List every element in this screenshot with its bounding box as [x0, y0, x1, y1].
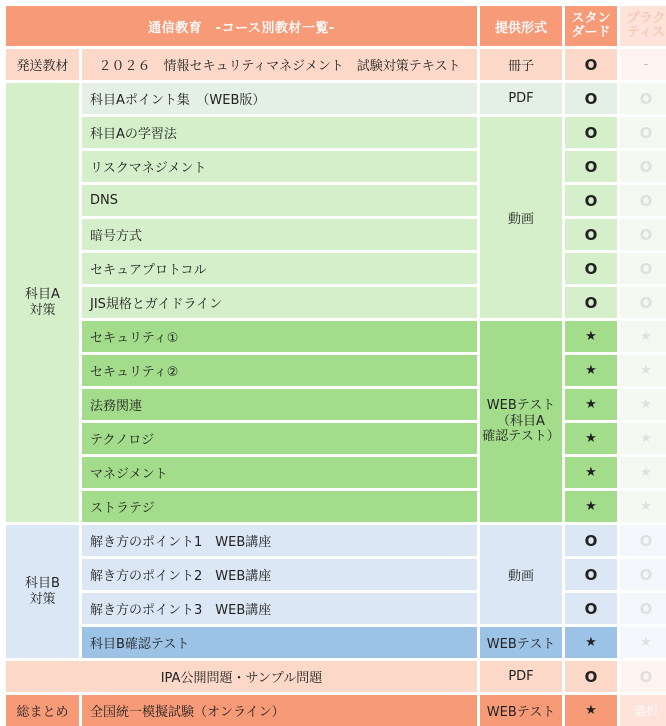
webtest-format-line2: （科目A — [497, 413, 545, 429]
row-crypto-name: 暗号方式 — [82, 219, 477, 250]
standard-header-line1: スタン — [571, 11, 611, 27]
circle-mark-faded: O — [620, 253, 666, 284]
format-header: 提供形式 — [480, 6, 562, 46]
row-sec1-name: セキュリティ① — [82, 321, 477, 352]
practice-header-line2: ティス — [627, 25, 665, 40]
group-subject-b — [6, 525, 79, 658]
star-mark: ★ — [565, 389, 617, 420]
star-mark-faded: ★ — [620, 321, 666, 352]
circle-mark: O — [565, 49, 617, 80]
circle-mark-faded: O — [620, 151, 666, 182]
row-b-test-name: 科目B確認テスト — [82, 627, 477, 658]
row-a-points-name: 科目Aポイント集 （WEB版） — [82, 83, 477, 114]
row-a-points-format: PDF — [480, 83, 562, 114]
star-mark: ★ — [565, 627, 617, 658]
row-b3-name: 解き方のポイント3 WEB講座 — [82, 593, 477, 624]
row-tech-name: テクノロジ — [82, 423, 477, 454]
circle-mark: O — [565, 525, 617, 556]
star-mark-faded: ★ — [620, 627, 666, 658]
webtest-format-line1: WEBテスト — [486, 398, 556, 414]
row-strategy-name: ストラテジ — [82, 491, 477, 522]
row-textbook-name: ２０２６ 情報セキュリティマネジメント 試験対策テキスト — [82, 49, 477, 80]
row-jis-name: JIS規格とガイドライン — [82, 287, 477, 318]
b-video-format: 動画 — [480, 525, 562, 624]
circle-mark: O — [565, 83, 617, 114]
circle-mark-faded: O — [620, 83, 666, 114]
webtest-format-line3: 確認テスト） — [482, 429, 560, 445]
star-mark: ★ — [565, 355, 617, 386]
circle-mark-faded: O — [620, 593, 666, 624]
select-label: 選択 — [620, 695, 666, 726]
practice-header — [620, 6, 666, 46]
row-b1-name: 解き方のポイント1 WEB講座 — [82, 525, 477, 556]
group-shipping: 発送教材 — [6, 49, 79, 80]
circle-mark: O — [565, 661, 617, 692]
row-mock-name: 全国統一模擬試験（オンライン） — [82, 695, 477, 726]
circle-mark: O — [565, 559, 617, 590]
circle-mark: O — [565, 219, 617, 250]
star-mark: ★ — [565, 321, 617, 352]
group-summary: 総まとめ — [6, 695, 79, 726]
circle-mark: O — [565, 185, 617, 216]
group-subject-b-line2: 対策 — [29, 591, 56, 607]
circle-mark: O — [565, 253, 617, 284]
circle-mark-faded: O — [620, 117, 666, 148]
star-mark: ★ — [565, 423, 617, 454]
circle-mark-faded: O — [620, 219, 666, 250]
row-mock-format: WEBテスト — [480, 695, 562, 726]
row-dns-name: DNS — [82, 185, 477, 216]
circle-mark: O — [565, 287, 617, 318]
table-title: 通信教育 -コース別教材一覧- — [6, 6, 477, 46]
circle-mark: O — [565, 151, 617, 182]
circle-mark-faded: O — [620, 525, 666, 556]
standard-header-line2: ダード — [571, 25, 611, 40]
star-mark: ★ — [565, 491, 617, 522]
row-law-name: 法務関連 — [82, 389, 477, 420]
row-mgmt-name: マネジメント — [82, 457, 477, 488]
group-subject-a-line1: 科目A — [25, 286, 60, 302]
row-textbook-format: 冊子 — [480, 49, 562, 80]
row-protocol-name: セキュアプロトコル — [82, 253, 477, 284]
star-mark-faded: ★ — [620, 355, 666, 386]
practice-header-line1: プラク — [626, 11, 666, 27]
group-subject-b-line1: 科目B — [25, 575, 60, 591]
row-ipa-format: PDF — [480, 661, 562, 692]
webtest-format — [480, 321, 562, 522]
video-format: 動画 — [480, 117, 562, 318]
group-subject-a-line2: 対策 — [29, 302, 56, 318]
row-b2-name: 解き方のポイント2 WEB講座 — [82, 559, 477, 590]
star-mark-faded: ★ — [620, 423, 666, 454]
group-subject-a — [6, 83, 79, 522]
dash-mark: - — [620, 49, 666, 80]
circle-mark: O — [565, 117, 617, 148]
star-mark: ★ — [565, 457, 617, 488]
row-b-test-format: WEBテスト — [480, 627, 562, 658]
circle-mark-faded: O — [620, 185, 666, 216]
standard-header — [565, 6, 617, 46]
star-mark-faded: ★ — [620, 491, 666, 522]
row-sec2-name: セキュリティ② — [82, 355, 477, 386]
star-mark-faded: ★ — [620, 457, 666, 488]
star-mark-faded: ★ — [620, 389, 666, 420]
row-a-study-name: 科目Aの学習法 — [82, 117, 477, 148]
circle-mark-faded: O — [620, 661, 666, 692]
circle-mark-faded: O — [620, 559, 666, 590]
row-risk-name: リスクマネジメント — [82, 151, 477, 182]
row-ipa-name: IPA公開問題・サンプル問題 — [6, 661, 477, 692]
circle-mark: O — [565, 593, 617, 624]
circle-mark-faded: O — [620, 287, 666, 318]
star-mark: ★ — [565, 695, 617, 726]
